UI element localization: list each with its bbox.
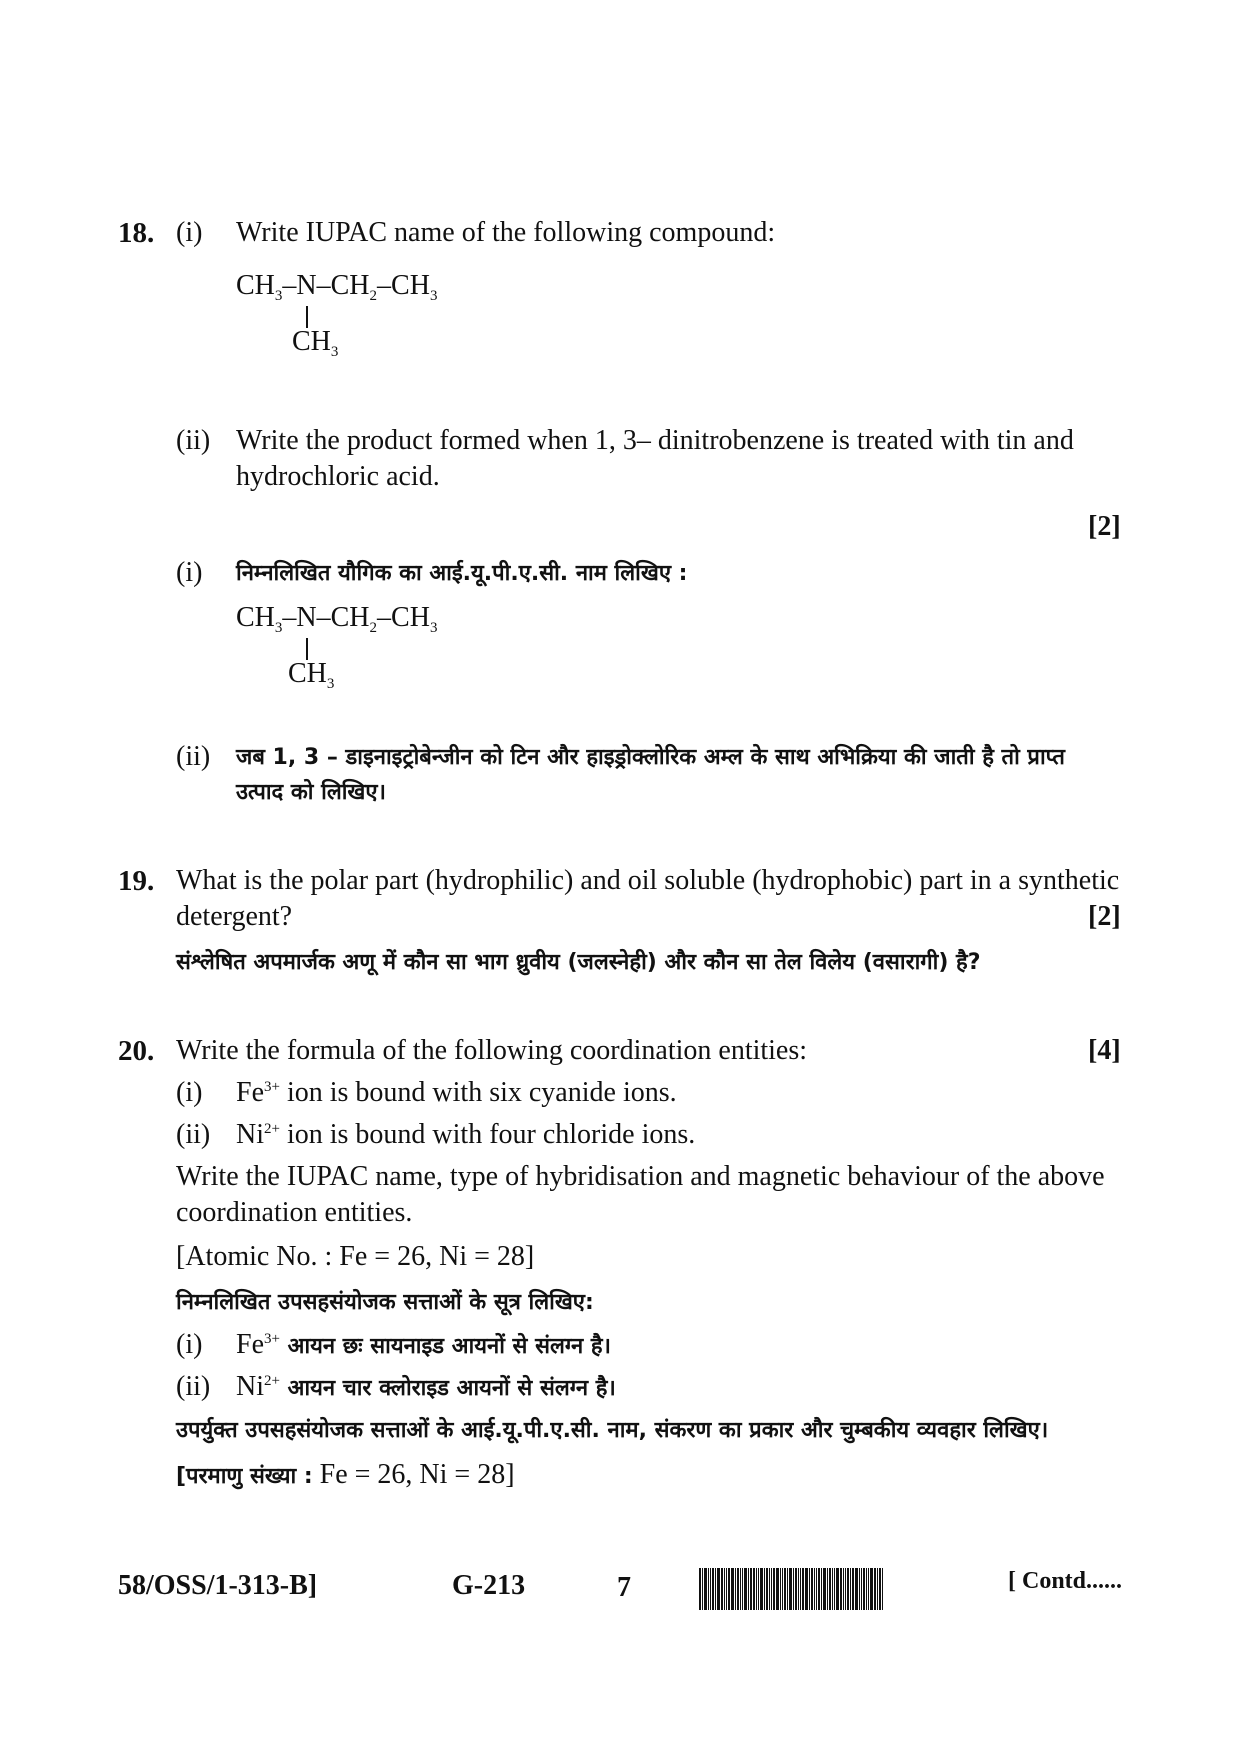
footer-series-code: G-213 (452, 1570, 526, 1601)
barcode-bar (764, 1568, 765, 1610)
barcode-bar (795, 1568, 797, 1610)
barcode-bar (811, 1568, 813, 1610)
q20-marks: [4] (1088, 1035, 1121, 1066)
barcode-bar (721, 1568, 723, 1610)
q18-hi-part-i-label: (i) (176, 557, 203, 588)
barcode-bar (874, 1568, 876, 1610)
barcode-bar (800, 1568, 801, 1610)
barcode-bar (760, 1568, 763, 1610)
barcode-bar (798, 1568, 799, 1610)
barcode-bar (726, 1568, 727, 1610)
question-18-number: 18. (118, 217, 155, 249)
barcode-bar (802, 1568, 804, 1610)
barcode-bar (870, 1568, 873, 1610)
barcode-bar (789, 1568, 792, 1610)
barcode-bar (769, 1568, 770, 1610)
barcode-bar (742, 1568, 743, 1610)
q20-ii-text: $Ni^{2+}$ ion is bound with four chloride ions. (236, 1119, 696, 1150)
barcode-bar (712, 1568, 714, 1610)
barcode-bar (845, 1568, 846, 1610)
barcode-bar (821, 1568, 822, 1610)
barcode-bar (744, 1568, 747, 1610)
barcode-bar (780, 1568, 781, 1610)
barcode-bar (702, 1568, 703, 1610)
footer-page-number: 7 (617, 1572, 631, 1603)
footer-paper-code: 58/OSS/1-313-B] (118, 1570, 318, 1601)
footer-contd: [ Contd...... (1008, 1568, 1123, 1594)
q18-part-ii-line2: hydrochloric acid. (236, 461, 440, 492)
question-20-number: 20. (118, 1035, 155, 1067)
bond-line (306, 638, 308, 660)
q20-i-text: $Fe^{3+}$ ion is bound with six cyanide ions. (236, 1077, 677, 1108)
q18-marks: [2] (1088, 511, 1121, 542)
barcode-bar (836, 1568, 839, 1610)
barcode-bar (776, 1568, 779, 1610)
q20-ii-label: (ii) (176, 1119, 211, 1150)
q20-hi-ii-label: (ii) (176, 1371, 211, 1402)
barcode-bar (708, 1568, 709, 1610)
barcode-bar (852, 1568, 854, 1610)
barcode-bar (859, 1568, 860, 1610)
barcode-bar (863, 1568, 865, 1610)
q20-i-label: (i) (176, 1077, 203, 1108)
barcode-bar (758, 1568, 759, 1610)
barcode-bar (737, 1568, 739, 1610)
question-19-number: 19. (118, 865, 155, 897)
barcode-bar (699, 1568, 701, 1610)
barcode-bar (704, 1568, 707, 1610)
q18-hi-part-ii-label: (ii) (176, 741, 211, 772)
barcode-bar (766, 1568, 768, 1610)
barcode-bar (717, 1568, 720, 1610)
q20-hi-i-label: (i) (176, 1329, 203, 1360)
barcode (699, 1568, 963, 1610)
q18-hi-formula: $CH_3-N-CH_2-CH_3$ $CH_3$ (236, 602, 438, 692)
barcode-bar (866, 1568, 867, 1610)
q19-marks: [2] (1088, 901, 1121, 932)
barcode-bar (787, 1568, 788, 1610)
q20-write-line2: coordination entities. (176, 1197, 413, 1228)
q20-write-line1: Write the IUPAC name, type of hybridisation and magnetic behaviour of the above (176, 1161, 1105, 1192)
barcode-bar (834, 1568, 835, 1610)
barcode-bar (879, 1568, 881, 1610)
barcode-bar (728, 1568, 730, 1610)
barcode-bar (823, 1568, 826, 1610)
q19-line1: What is the polar part (hydrophilic) and oil soluble (hydrophobic) part in a synthetic (176, 865, 1120, 896)
q20-atomic-numbers: [Atomic No. : Fe = 26, Ni = 28] (176, 1241, 535, 1272)
barcode-bar (832, 1568, 833, 1610)
barcode-bar (805, 1568, 808, 1610)
barcode-bar (814, 1568, 815, 1610)
barcode-bar (861, 1568, 862, 1610)
barcode-bar (782, 1568, 783, 1610)
barcode-bar (843, 1568, 844, 1610)
barcode-bar (771, 1568, 772, 1610)
q18-formula: $CH_3-N-CH_2-CH_3$ $CH_3$ (236, 270, 438, 360)
barcode-bar (753, 1568, 755, 1610)
barcode-bar (827, 1568, 828, 1610)
q18-part-ii-line1: Write the product formed when 1, 3– dinitrobenzene is treated with tin and (236, 425, 1074, 456)
q20-intro: Write the formula of the following coordination entities: (176, 1035, 808, 1066)
barcode-bar (750, 1568, 752, 1610)
barcode-bar (840, 1568, 842, 1610)
q18-part-i-label: (i) (176, 217, 203, 248)
barcode-bar (715, 1568, 716, 1610)
barcode-bar (740, 1568, 741, 1610)
q18-hi-part-ii-line1: जब 1, 3 – डाइनाइट्रोबेन्जीन को टिन और हाइड्रोक्लोरिक अम्ल के साथ अभिक्रिया की जाती है तो प्राप्त (236, 745, 1065, 770)
barcode-bar (784, 1568, 786, 1610)
q18-hi-part-i-text: निम्नलिखित यौगिक का आई.यू.पी.ए.सी. नाम लिखिए : (236, 561, 688, 586)
barcode-bar (809, 1568, 810, 1610)
q20-hi-write: उपर्युक्त उपसहसंयोजक सत्ताओं के आई.यू.पी.ए.सी. नाम, संकरण का प्रकार और चुम्बकीय व्यवहार लिखिए। (176, 1418, 1049, 1443)
q18-part-i-text: Write IUPAC name of the following compound: (236, 217, 776, 248)
barcode-bar (731, 1568, 734, 1610)
barcode-bar (735, 1568, 736, 1610)
barcode-bar (850, 1568, 851, 1610)
barcode-bar (882, 1568, 883, 1610)
barcode-bar (829, 1568, 831, 1610)
q20-hi-intro: निम्नलिखित उपसहसंयोजक सत्ताओं के सूत्र लिखिए: (176, 1290, 594, 1315)
barcode-bar (877, 1568, 878, 1610)
q20-hi-i-text: $Fe^{3+}$ आयन छः सायनाइड आयनों से संलग्न है। (236, 1329, 611, 1360)
barcode-bar (818, 1568, 820, 1610)
barcode-bar (868, 1568, 869, 1610)
barcode-bar (756, 1568, 757, 1610)
q19-hi-line: संश्लेषित अपमार्जक अणू में कौन सा भाग ध्रुवीय (जलस्नेही) और कौन सा तेल विलेय (वसारागी) है? (176, 950, 981, 975)
q20-hi-ii-text: $Ni^{2+}$ आयन चार क्लोराइड आयनों से संलग्न है। (236, 1371, 616, 1402)
barcode-bar (773, 1568, 775, 1610)
q19-line2: detergent? (176, 901, 293, 932)
bond-line (306, 306, 308, 328)
q20-hi-atomic: [परमाणु संख्या : Fe = 26, Ni = 28] (176, 1459, 515, 1490)
q18-part-ii-label: (ii) (176, 425, 211, 456)
barcode-bar (748, 1568, 749, 1610)
barcode-bar (710, 1568, 711, 1610)
barcode-bar (816, 1568, 817, 1610)
barcode-bar (793, 1568, 794, 1610)
barcode-bar (724, 1568, 725, 1610)
barcode-bar (855, 1568, 858, 1610)
barcode-bar (847, 1568, 849, 1610)
q18-hi-part-ii-line2: उत्पाद को लिखिए। (236, 780, 386, 805)
